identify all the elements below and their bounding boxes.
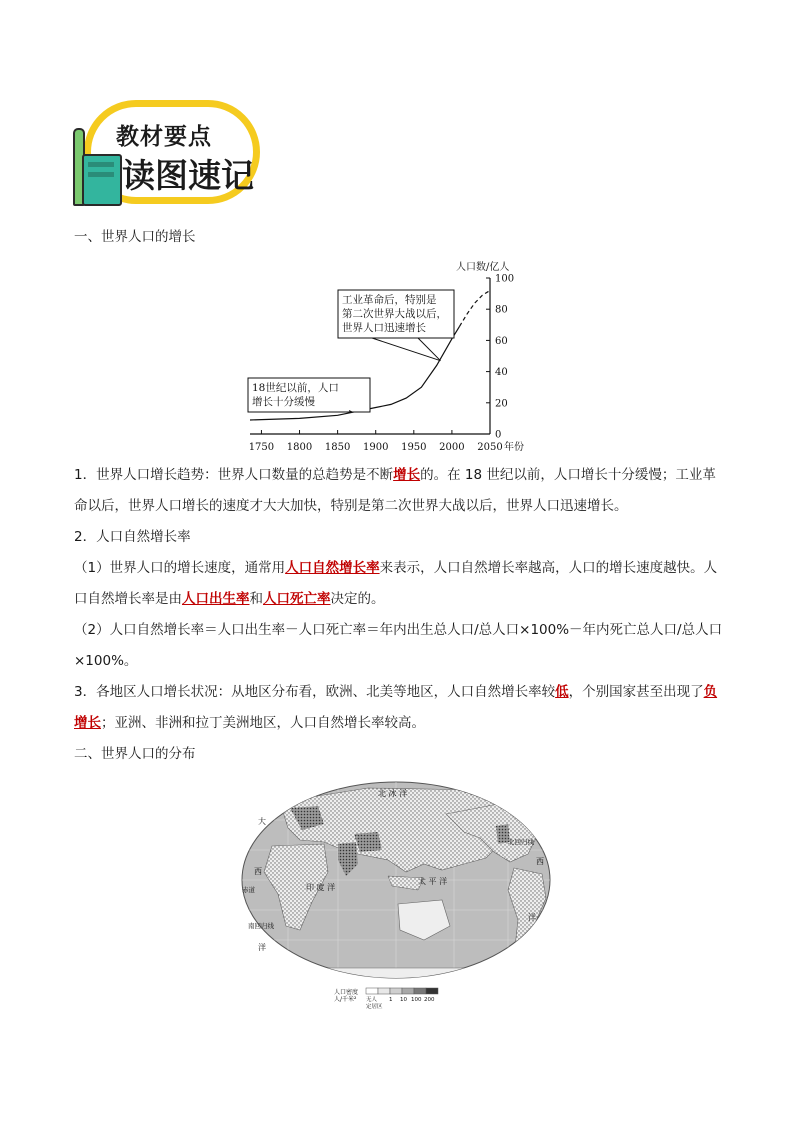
- label-pacific-ocean: 太 平 洋: [418, 877, 448, 886]
- y-tick-label: 20: [495, 398, 508, 410]
- y-unit-label: 人口数/亿人: [456, 262, 510, 273]
- x-tick-label: 1950: [401, 442, 427, 453]
- label-atlantic-xi-left: 西: [254, 867, 262, 876]
- section-2-title: 二、世界人口的分布: [74, 746, 196, 762]
- label-tropic-south: 南回归线: [248, 922, 274, 930]
- legend-title: 人口密度: [334, 989, 359, 996]
- label-atlantic-da-left: 大: [258, 817, 266, 826]
- annotation-text: 世界人口迅速增长: [342, 322, 426, 334]
- annotation-text: 第二次世界大战以后，: [342, 308, 447, 320]
- legend-value-10: 10: [400, 997, 407, 1003]
- annotation-text: 增长十分缓慢: [252, 396, 315, 408]
- keyword-natural-rate: 人口自然增长率: [285, 560, 380, 576]
- label-atlantic-xi-right: 西: [536, 857, 544, 866]
- paragraph-growth-trend: 1．世界人口增长趋势：世界人口数量的总趋势是不断增长的。在 18 世纪以前，人口增长十分缓慢；工业革命以后，世界人口增长的速度才大大加快，特别是第二次世界大战以后，世界人口迅速增长。: [74, 467, 716, 514]
- label-arctic-ocean: 北 冰 洋: [378, 789, 408, 798]
- legend-value-100: 100: [411, 997, 422, 1003]
- annotation-text: 工业革命后，特别是: [342, 294, 437, 306]
- world-map-svg: [228, 780, 558, 1010]
- keyword-birth-rate: 人口出生率: [182, 591, 250, 607]
- paragraph-rate-heading: 2．人口自然增长率: [74, 529, 191, 545]
- x-tick-label: 1800: [286, 442, 313, 453]
- section-badge: [70, 96, 270, 214]
- badge-subtitle: 读图速记: [122, 156, 254, 195]
- label-equator: 赤道: [242, 886, 255, 894]
- badge-title: 教材要点: [116, 124, 212, 150]
- keyword-low: 低: [555, 684, 569, 700]
- y-tick-label: 0: [495, 429, 502, 441]
- x-unit-label: 年份: [504, 442, 524, 453]
- annotation-leader: [372, 338, 440, 361]
- paragraph-rate-formula: （2）人口自然增长率＝人口出生率－人口死亡率＝年内出生总人口/总人口×100%－年内死亡总人口/总人口×100%。: [74, 622, 723, 669]
- x-tick-label: 1850: [324, 442, 351, 453]
- y-tick-label: 80: [495, 304, 508, 316]
- x-tick-label: 1750: [248, 442, 275, 453]
- keyword-death-rate: 人口死亡率: [263, 591, 331, 607]
- legend-none-1: 无人: [366, 997, 378, 1003]
- legend-unit: 人/千米²: [334, 996, 357, 1003]
- map-legend: [334, 988, 438, 1010]
- legend-value-200: 200: [424, 997, 435, 1003]
- world-population-map: [228, 780, 558, 1010]
- x-tick-label: 1900: [362, 442, 389, 453]
- annotation-text: 18世纪以前，人口: [252, 382, 339, 394]
- x-tick-label: 2050: [477, 442, 503, 453]
- keyword-negative-growth: 负增长: [74, 684, 718, 731]
- notebook-icon: [82, 154, 122, 206]
- y-tick-label: 100: [495, 273, 515, 285]
- label-atlantic-yang-left: 洋: [258, 943, 266, 952]
- population-growth-chart: [240, 254, 540, 458]
- legend-value-1: 1: [389, 997, 393, 1003]
- label-atlantic-yang-right: 洋: [528, 913, 536, 922]
- paragraph-regional-growth: 3．各地区人口增长状况：从地区分布看，欧洲、北美等地区，人口自然增长率较低，个别国家甚至出现了负增长；亚洲、非洲和拉丁美洲地区，人口自然增长率较高。: [74, 684, 718, 731]
- legend-none-2: 定居区: [366, 1004, 383, 1010]
- population-projection-curve: [460, 291, 491, 327]
- label-tropic-north: 北回归线: [508, 838, 534, 846]
- y-tick-label: 60: [495, 335, 508, 347]
- paragraph-rate-definition: （1）世界人口的增长速度，通常用人口自然增长率来表示，人口自然增长率越高，人口的增长速度越快。人口自然增长率是由人口出生率和人口死亡率决定的。: [74, 560, 718, 607]
- label-indian-ocean: 印 度 洋: [306, 883, 336, 892]
- section-1-title: 一、世界人口的增长: [74, 229, 196, 245]
- keyword-growth: 增长: [393, 467, 421, 483]
- y-tick-label: 40: [495, 367, 508, 379]
- x-tick-label: 2000: [439, 442, 465, 453]
